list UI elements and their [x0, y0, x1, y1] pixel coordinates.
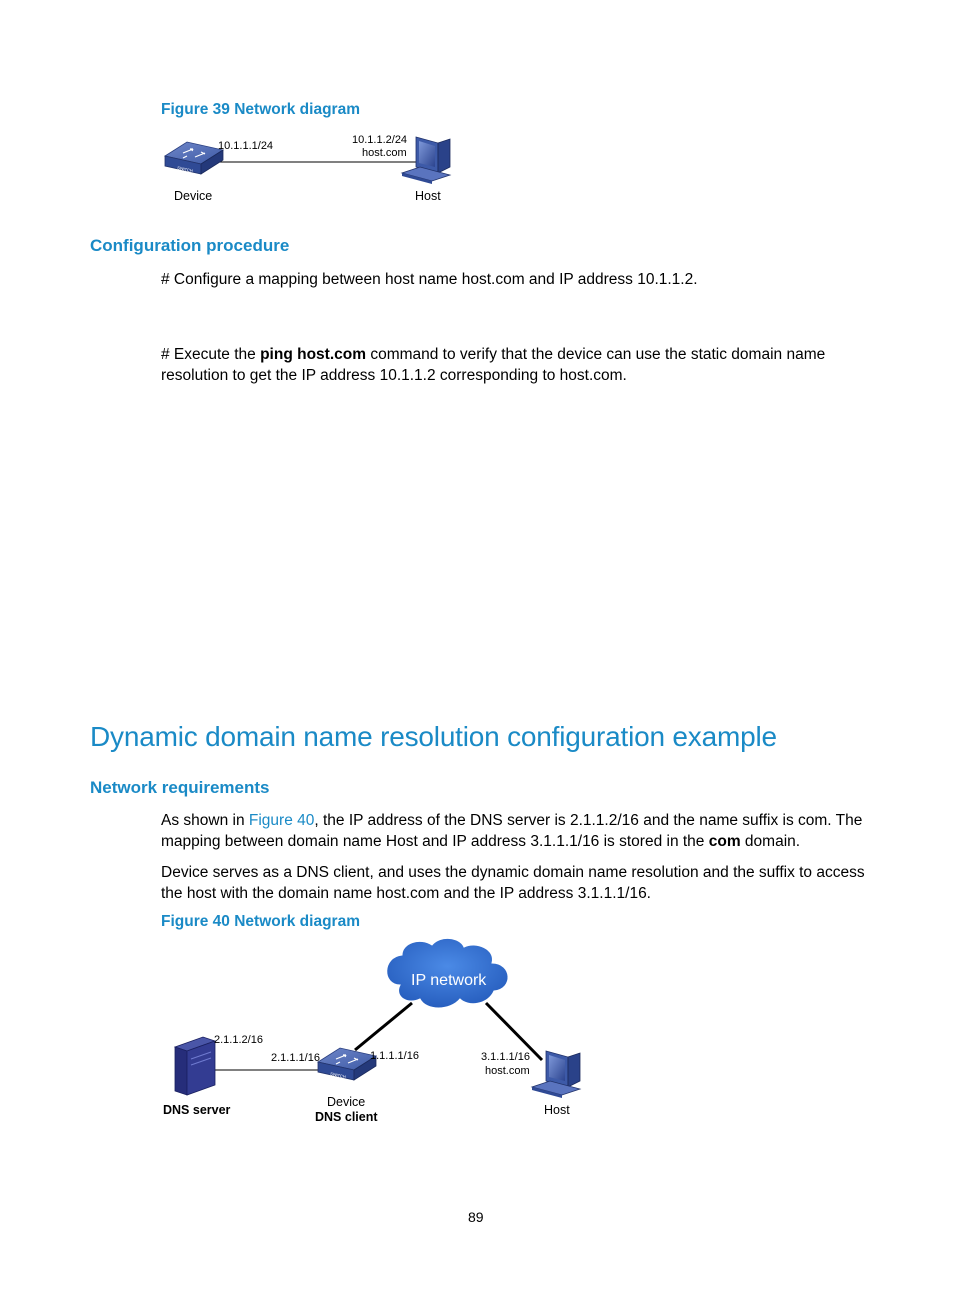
svg-text:SWITCH: SWITCH — [329, 1071, 347, 1080]
figure-40-caption: Figure 40 Network diagram — [161, 913, 360, 930]
figure-40-link[interactable]: Figure 40 — [248, 812, 315, 829]
configuration-procedure-heading: Configuration procedure — [90, 236, 290, 255]
requirements-paragraph-1 — [161, 810, 866, 852]
figure-40-diagram — [150, 935, 600, 1135]
svg-text:SWITCH: SWITCH — [176, 165, 194, 174]
switch-icon — [165, 142, 223, 174]
figure-39-caption: Figure 39 Network diagram — [161, 101, 360, 118]
config-step-2-prefix: # Execute the — [161, 346, 261, 363]
requirements-paragraph-2: Device serves as a DNS client, and uses the dynamic domain name resolution and the suffix to access the host with the domain name host.com and the IP address 3.1.1.1/16. — [161, 864, 865, 902]
host-pc-icon — [402, 137, 450, 184]
config-step-2-suffix: command to verify that the device can use the static domain name resolution to get the IP address 10.1.1.2 corresponding to host.com. — [161, 346, 826, 384]
switch-icon — [318, 1048, 376, 1080]
server-icon — [175, 1037, 215, 1095]
ping-command: ping host.com — [260, 346, 367, 363]
cloud-label: IP network — [411, 972, 487, 989]
host-label-40: Host — [544, 1103, 570, 1117]
config-step-2 — [161, 344, 866, 386]
section-title: Dynamic domain name resolution configuration example — [90, 721, 777, 752]
req-p1-b: , the IP address of the DNS server is 2.1.1.2/16 and the name suffix is com. The mapping between domain name Host and IP address 3.1.1.1/16 is stored in the — [161, 812, 863, 850]
host-ip-label-40: 3.1.1.1/16 — [481, 1051, 530, 1063]
com-domain: com — [708, 833, 741, 850]
config-step-1: # Configure a mapping between host name host.com and IP address 10.1.1.2. — [161, 271, 698, 288]
network-requirements-heading: Network requirements — [90, 778, 270, 797]
dns-server-label: DNS server — [163, 1103, 231, 1117]
figure-39-diagram — [150, 125, 480, 215]
device-label-40: Device — [327, 1095, 366, 1109]
device-right-ip-label: 1.1.1.1/16 — [370, 1050, 419, 1062]
link-device-cloud — [355, 1003, 412, 1050]
device-ip-label: 10.1.1.1/24 — [218, 140, 274, 152]
host-name-label: host.com — [362, 147, 407, 159]
dns-server-ip-label: 2.1.1.2/16 — [214, 1034, 263, 1046]
device-label: Device — [174, 189, 213, 203]
req-p1-c: domain. — [740, 833, 801, 850]
device-left-ip-label: 2.1.1.1/16 — [271, 1052, 320, 1064]
host-label: Host — [415, 189, 441, 203]
host-ip-label: 10.1.1.2/24 — [352, 134, 408, 146]
req-p1-a: As shown in — [161, 812, 249, 829]
host-name-label-40: host.com — [485, 1065, 530, 1077]
page-number: 89 — [468, 1209, 484, 1225]
dns-client-label: DNS client — [315, 1110, 378, 1124]
